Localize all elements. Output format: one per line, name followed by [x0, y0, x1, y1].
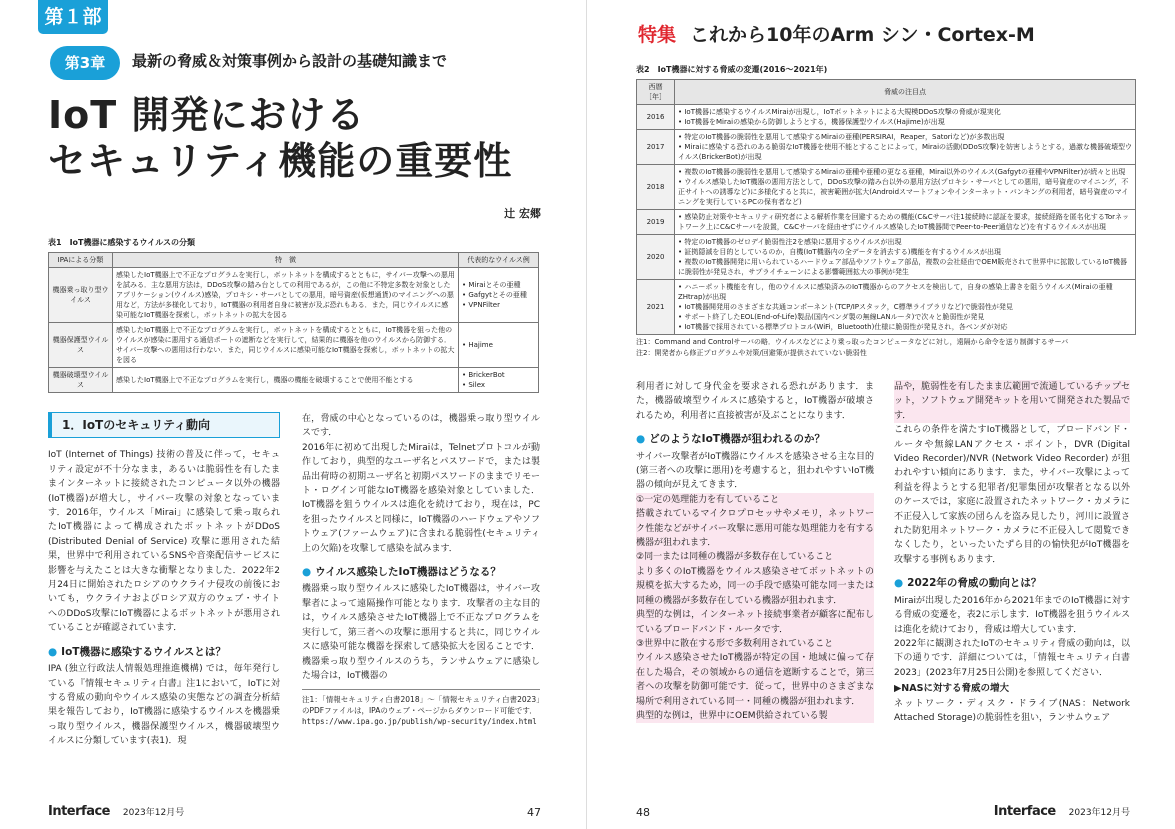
table-2-notes: 注1：Command and Controlサーバの略．ウイルスなどにより乗っ取ったコンピュータなどに対し，遠隔から命令を送り制御するサーバ 注2：開発者から修正プログラムや対策/回避策が提供されていない脆弱性: [636, 338, 1069, 357]
right-column-1: [636, 380, 874, 782]
footer: [48, 804, 184, 819]
subheading: ● ウイルス感染したIoT機器はどうなる？: [302, 566, 501, 579]
left-page: [0, 0, 587, 829]
table-header: 脅威の注目点: [675, 80, 1136, 105]
list-item: • 特定のIoT機器の脆弱性を悪用して感染するMiraiの亜種(PERSIRAI，Reaper，Satoriなど)が多数出現: [678, 132, 1132, 142]
list-item: • BrickerBot: [462, 371, 505, 379]
table-cell: 2020: [637, 235, 675, 280]
list-item: • Gafgytとその亜種: [462, 291, 527, 299]
list-item: • 複数のIoT機器開発に用いられているハードウェア部品やソフトウェア部品，複数の会社経由でOEM販売されて世界中に拡散しているIoT機器に脆弱性が発見され，サプライチェーンによる影響範囲拡大の事例が発生: [678, 257, 1132, 277]
list-item: • 複数のIoT機器の脆弱性を悪用して感染するMiraiの亜種や亜種の更なる亜種，Mirai以外のウイルス(Gafgytの亜種やVPNFilter)が続々と出現: [678, 167, 1132, 177]
table-cell: [459, 268, 539, 323]
paragraph: 機器乗っ取り型ウイルスに感染したIoT機器は，サイバー攻撃者によって遠隔操作可能となります．攻撃者の主な目的は，ウイルス感染させたIoT機器上で不正なプログラムを実行して，第三者への攻撃に悪用すると共に，同じウイルスに感染可能な機器を探索して感染拡大を図ることです．機器乗っ取り型ウイルスのうち，ランサムウェアに感染した場合は，IoT機器の: [302, 584, 540, 681]
list-item: • 特定のIoT機器のゼロデイ脆弱性注2を感染に悪用するウイルスが出現: [678, 237, 1132, 247]
paragraph: 2022年に観測されたIoTのセキュリティ脅威の動向は，以下の通りです．詳細については，「情報セキュリティ白書2023」(2023年7月25日公開)を参照してください．: [894, 638, 1130, 678]
footer: [994, 804, 1130, 819]
list-item: • ウイルス感染したIoT機器の悪用方法として，DDoS攻撃の踏み台以外の悪用方法(プロキシ・サーバとしての悪用，暗号資産のマイニング，不正サイトへの誘導など)に多様化すると共に，被害範囲が拡大(Androidスマートフォンやインターネット・バンキングの利用者，暗号資産のマイニングを実行しているPCの保有者など): [678, 177, 1132, 207]
paragraph: ネットワーク・ディスク・ドライブ(NAS：Network Attached Storage)の脆弱性を狙い，ランサムウェア: [894, 698, 1130, 723]
table-cell: 機器保護型ウイルス: [49, 323, 113, 368]
paragraph: 利用者に対して身代金を要求される恐れがあります．また，機器破壊型ウイルスに感染すると，IoT機器が破壊されるため，利用者に直接被害が及ぶことになります．: [636, 382, 874, 421]
table-cell: 2017: [637, 130, 675, 165]
table-cell: [675, 165, 1136, 210]
table-2: [636, 64, 1136, 359]
paragraph: サイバー攻撃者がIoT機器にウイルスを感染させる主な目的(第三者への攻撃に悪用)を考慮すると，狙われやすいIoT機器の傾向が見えてきます．: [636, 451, 874, 491]
table-cell: [459, 323, 539, 368]
highlight-box: 品や，脆弱性を有したまま広範囲で流通しているチップセット，ソフトウェア開発キットを用いて開発された製品です．: [894, 380, 1130, 423]
table-cell: 2021: [637, 280, 675, 335]
table-header: IPAによる分類: [49, 253, 113, 268]
paragraph: IoT (Internet of Things) 技術の普及に伴って，セキュリティ設定が不十分なまま，あるいは脆弱性を有したままインターネットに接続されたコンピュータ以外の機器(IoT機器)が増大し，サイバー攻撃の対象となっています．2016年，ウイルス「Mirai」に感染して乗っ取られたIoT機器によって構成されたボットネットがDDoS (Distributed Denial of Service) 攻撃に悪用された結果，世界中で利用されているSNSや音楽配信サービスに影響を与えたことは大きな衝撃となりました．2022年2月24日に開始されたロシアのウクライナ侵攻の前後においても，ウクライナおよびロシア双方のウェブ・サイトへのDDoS攻撃にIoT機器によるボットネットが悪用されていることが確認されています．: [48, 450, 280, 634]
paragraph: 2016年に初めて出現したMiraiは，Telnetプロトコルが動作しており，典型的なユーザ名とパスワードで，または製品出荷時の初期ユーザ名と初期パスワードのままでリモート・ログイン可能なIoT機器を感染対象としていました．IoT機器を狙うウイルスは進化を続けており，現在は，PCを狙ったウイルスと同様に，IoT機器のハードウェアやソフトウェア(ファームウェア)に含まれる脆弱性(セキュリティ上の欠陥)を攻撃して感染を試みます．: [302, 442, 540, 554]
subheading-2: ▶NASに対する脅威の増大: [894, 683, 1009, 695]
feature-label: 特集: [638, 24, 677, 46]
list-item: • Hajime: [462, 341, 493, 349]
table-cell: 2016: [637, 105, 675, 130]
list-item: • IoT機器に感染するウイルスMiraiが出現し，IoTボットネットによる大規模DDoS攻撃の脅威が現実化: [678, 107, 1132, 117]
bullet-icon: ●: [302, 566, 312, 579]
table-cell: 2019: [637, 210, 675, 235]
title-line-1: IoT 開発における: [48, 93, 366, 137]
list-item: • 証拠隠滅を目的としているのか，自機(IoT機器内の全データを消去する)機能を有するウイルスが出現: [678, 247, 1132, 257]
table-cell: [459, 368, 539, 393]
list-item: • VPNFilter: [462, 301, 500, 309]
table-cell: 機器破壊型ウイルス: [49, 368, 113, 393]
table-header: 代表的なウイルス例: [459, 253, 539, 268]
right-column-2: [894, 380, 1130, 782]
highlight-box: ①一定の処理能力を有していること 搭載されているマイクロプロセッサやメモリ，ネットワーク性能などがサイバー攻撃に悪用可能な処理能力を有する機器が狙われます． ②同一または同種の機器が多数存在していること より多くのIoT機器をウイルス感染させてボットネットの規模を拡大するため，同一の手段で感染可能な同一または同種の機器が多数存在している機器が狙われます． 典型的な例は，インターネット接続事業者が顧客に配布しているブロードバンド・ルータです． ③世界中に散在する形で多数利用されていること ウイルス感染させたIoT機器が特定の国・地域に偏って存在した場合，その領域からの通信を遮断することで，第三者への攻撃を防御可能です．従って，世界中のさまざまな場所で利用されている同一・同種の機器が狙われます． 典型的な例は，世界中にOEM供給されている製: [636, 493, 874, 724]
interface-logo: Interface: [993, 804, 1056, 819]
table-row: [49, 323, 539, 368]
table-row: [637, 235, 1136, 280]
issue-label: 2023年12月号: [1068, 808, 1130, 818]
subheading: ● IoT機器に感染するウイルスとは？: [48, 645, 226, 658]
table-row: [637, 165, 1136, 210]
page-number: 48: [636, 806, 650, 819]
list-item: • Miraiとその亜種: [462, 281, 521, 289]
table-cell: [675, 210, 1136, 235]
table-row: [637, 105, 1136, 130]
list-item: • IoT機器開発用のさまざまな共通コンポーネント(TCP/IPスタック，C標準ライブラリなど)で脆弱性が発見: [678, 302, 1132, 312]
bullet-icon: ●: [894, 577, 904, 590]
paragraph: IPA (独立行政法人情報処理推進機構) では，毎年発行している『情報セキュリティ白書』注1において，IoTに対する脅威の動向やウイルス感染の実態などの調査分析結果を報告しており，IoT機器に感染するウイルスを機器乗っ取り型ウイルス，機器保護型ウイルス，機器破壊型ウイルスに分類しています(表1)．現: [48, 664, 280, 747]
table-cell: [675, 235, 1136, 280]
list-item: • Silex: [462, 381, 486, 389]
footnote-url: https://www.ipa.go.jp/publish/wp-security/index.html: [302, 717, 537, 727]
table-1-grid: [48, 252, 539, 393]
table-cell: 2018: [637, 165, 675, 210]
list-item: • サポート終了したEOL(End-of-Life)製品(国内ベンダ製の無線LANルータ)で次々と脆弱性が発見: [678, 312, 1132, 322]
table-row: [637, 130, 1136, 165]
subheading: ● どのようなIoT機器が狙われるのか？: [636, 433, 825, 446]
left-column-2: [302, 412, 540, 782]
table-row: [49, 368, 539, 393]
table-cell: [675, 130, 1136, 165]
list-item: • ハニーポット機能を有し，他のウイルスに感染済みのIoT機器からのアクセスを検出して，自身の感染上書きを阻うウイルス(Miraiの亜種ZHtrap)が出現: [678, 282, 1132, 302]
footnote: 注1：「情報セキュリティ白書2018」～「情報セキュリティ白書2023」のPDFファイルは，IPAのウェブ・ページからダウンロード可能です． https://www.ipa.go.jp/publish/wp-security/index.html: [302, 689, 540, 727]
table-cell: [675, 280, 1136, 335]
table-row: [637, 210, 1136, 235]
page-title: [48, 92, 512, 184]
section-heading: 1．IoTのセキュリティ動向: [48, 412, 280, 438]
list-item: • IoT機器で採用されている標準プロトコル(WiFi，Bluetooth)仕様に脆弱性が発見され，各ベンダが対応: [678, 322, 1132, 332]
paragraph: これらの条件を満たすIoT機器として，ブロードバンド・ルータや無線LANアクセス・ポイント，DVR (Digital Video Recorder)/NVR (Network Video Recorder) が狙われやすい傾向にあります．また，サイバー攻撃によって利益を得ようとする犯罪者/犯罪集団が攻撃者となる以外のケースでは，家庭に設置されたネットワーク・カメラに不正侵入して家族の団らんを盗み見したり，河川に設置された防犯用ネットワーク・カメラに不正侵入して閲覧できなくしたり，といったいたずら目的の愉快犯がIoT機器を攻撃する事例もあります．: [894, 425, 1130, 565]
table-2-caption: 表2 IoT機器に対する脅威の変遷(2016～2021年): [636, 65, 828, 74]
table-cell: 感染したIoT機器上で不正なプログラムを実行し，ボットネットを構成するとともに，サイバー攻撃への悪用を試みる．主な悪用方法は，DDoS攻撃の踏み台としての利用であるが，この他に不特定多数を対象としたアプリケーション(ウイルス)感染，プロキシ・サーバとしての悪用，暗号資産(仮想通貨)のマイニングへの悪用など，方法が多様化しており，IoT機器の利用者自身に被害が及ぶ恐れもある．また，同じウイルスに感染可能なIoT機器を探索し，ボットネットの拡大を図る: [113, 268, 459, 323]
chapter-label: 第3章: [50, 46, 120, 80]
list-item: • 感染防止対策やセキュリティ研究者による解析作業を回避するための機能(C&Cサーバ注1接続時に認証を要求，接続経路を匿名化するTorネットワーク上にC&Cサーバを設置，C&Cサーバを経由せずにウイルス感染したIoT機器間でPeer-to-Peer通信など)を有するウイルスが出現: [678, 212, 1132, 232]
table-cell: 感染したIoT機器上で不正なプログラムを実行し，ボットネットを構成するとともに，IoT機器を狙った他のウイルスが感染に悪用する通信ポートの遮断などを実行して，結果的に機器を他のウイルスから防御する．サイバー攻撃への悪用は行わない．また，同じウイルスに感染可能なIoT機器を探索し，ボットネットの拡大を図る: [113, 323, 459, 368]
left-column-1: [48, 412, 280, 782]
interface-logo: Interface: [48, 804, 110, 819]
subheading: ● 2022年の脅威の動向とは？: [894, 577, 1042, 590]
list-item: • IoT機器をMiraiの感染から防御しようとする，機器保護型ウイルス(Hajime)が出現: [678, 117, 1132, 127]
table-row: [49, 268, 539, 323]
table-cell: 機器乗っ取り型ウイルス: [49, 268, 113, 323]
table-cell: [675, 105, 1136, 130]
table-header: 西暦［年］: [637, 80, 675, 105]
table-1-caption: 表1 IoT機器に感染するウイルスの分類: [48, 238, 196, 247]
table-cell: 感染したIoT機器上で不正なプログラムを実行し，機器の機能を破壊することで使用不能とする: [113, 368, 459, 393]
paragraph: 在，脅威の中心となっているのは，機器乗っ取り型ウイルスです．: [302, 414, 540, 439]
table-row: [637, 280, 1136, 335]
table-header: 特 徴: [113, 253, 459, 268]
bullet-icon: ●: [48, 645, 58, 658]
right-page: [588, 0, 1175, 829]
table-1: [48, 237, 539, 393]
list-item: • Miraiに感染する恐れのある脆弱なIoT機器を使用不能とすることによって，Miraiの活動(DDoS攻撃)を妨害しようとする，過激な機器破壊型ウイルス(BrickerBot)が出現: [678, 142, 1132, 162]
chapter-subtitle: 最新の脅威＆対策事例から設計の基礎知識まで: [132, 52, 448, 70]
feature-title: これから10年のArm シン・Cortex-M: [690, 24, 1035, 46]
table-2-grid: [636, 79, 1136, 335]
issue-label: 2023年12月号: [122, 808, 185, 818]
paragraph: Miraiが出現した2016年から2021年までのIoT機器に対する脅威の変遷を，表2に示します．IoT機器を狙うウイルスは進化を続けており，脅威は増大しています．: [894, 595, 1130, 635]
page-number: 47: [527, 806, 541, 819]
part-label: 第１部: [38, 0, 108, 34]
title-line-2: セキュリティ機能の重要性: [48, 139, 513, 183]
bullet-icon: ●: [636, 433, 646, 446]
author: 辻 宏郷: [504, 207, 541, 220]
